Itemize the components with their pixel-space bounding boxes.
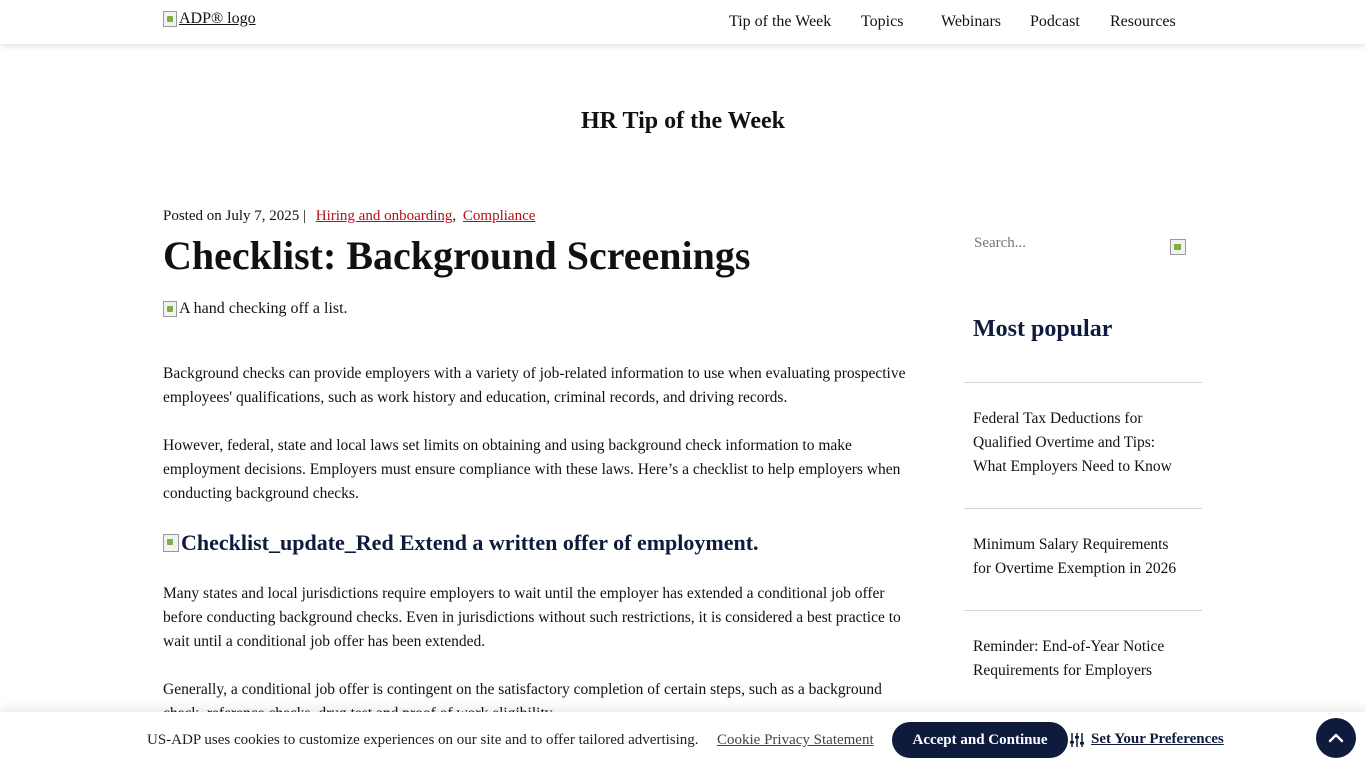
popular-item-3[interactable]: Reminder: End-of-Year Notice Requirements for Employers	[973, 638, 1165, 679]
section-heading-text: Extend a written offer of employment.	[399, 530, 759, 555]
article-hero-image	[163, 300, 348, 318]
hero-image-alt: A hand checking off a list.	[179, 300, 348, 317]
article-paragraph-1: Background checks can provide employers with a variety of job-related information to use when evaluating prospective employees' qualifications, such as work history and education, criminal records, and driving records.	[163, 365, 906, 406]
adp-logo-link[interactable]	[163, 10, 256, 28]
most-popular-heading: Most popular	[973, 316, 1113, 342]
sidebar-divider	[964, 610, 1202, 611]
article-paragraph-2: However, federal, state and local laws set limits on obtaining and using background check information to make employment decisions. Employers must ensure compliance with these laws. Here’s a checklist to help employers when conducting background checks.	[163, 437, 901, 502]
cookie-message: US-ADP uses cookies to customize experiences on our site and to offer tailored advertising.	[147, 732, 699, 748]
nav-resources[interactable]: Resources	[1110, 13, 1176, 30]
popular-item-1[interactable]: Federal Tax Deductions for Qualified Overtime and Tips: What Employers Need to Know	[973, 410, 1172, 475]
scroll-to-top-button[interactable]	[1316, 718, 1356, 758]
category-link-compliance[interactable]: Compliance	[462, 208, 536, 224]
section-heading	[163, 530, 759, 556]
nav-podcast[interactable]: Podcast	[1030, 13, 1080, 30]
page-title: HR Tip of the Week	[580, 108, 786, 134]
chevron-up-icon	[1327, 729, 1345, 747]
sliders-icon[interactable]	[1069, 732, 1085, 748]
post-meta	[163, 208, 535, 225]
search-icon[interactable]	[1170, 239, 1186, 255]
sidebar-divider	[964, 382, 1202, 383]
cookie-privacy-link[interactable]: Cookie Privacy Statement	[717, 732, 874, 748]
nav-topics[interactable]: Topics	[861, 13, 904, 30]
accept-and-continue-button[interactable]: Accept and Continue	[892, 722, 1068, 758]
adp-logo-image	[163, 11, 177, 27]
checklist-image	[163, 534, 179, 552]
sidebar-divider	[964, 508, 1202, 509]
adp-logo-alt: ADP® logo	[179, 10, 256, 27]
section-paragraph-1: Many states and local jurisdictions require employers to wait until the employer has extended a conditional job offer before conducting background checks. Even in jurisdictions without such restrictions, it is considered a best practice to wait until a conditional job offer has been extended.	[163, 585, 901, 650]
set-preferences-link[interactable]: Set Your Preferences	[1091, 731, 1224, 747]
article-title: Checklist: Background Screenings	[163, 233, 751, 278]
broken-image-icon	[163, 301, 177, 317]
section-paragraph-2: Generally, a conditional job offer is contingent on the satisfactory completion of certain steps, such as a background	[163, 681, 882, 698]
cookie-banner	[0, 712, 1366, 768]
posted-date: Posted on July 7, 2025 |	[163, 208, 307, 224]
popular-item-2[interactable]: Minimum Salary Requirements for Overtime Exemption in 2026	[973, 536, 1177, 577]
section-heading-img-alt: Checklist_update_Red	[181, 530, 394, 555]
nav-webinars[interactable]: Webinars	[941, 13, 1002, 30]
search-input[interactable]	[974, 232, 1154, 254]
nav-tip-of-the-week[interactable]: Tip of the Week	[729, 13, 832, 30]
site-header	[0, 0, 1366, 44]
category-separator: ,	[452, 208, 457, 224]
search-box	[964, 226, 1202, 262]
category-link-hiring[interactable]: Hiring and onboarding	[315, 208, 453, 224]
